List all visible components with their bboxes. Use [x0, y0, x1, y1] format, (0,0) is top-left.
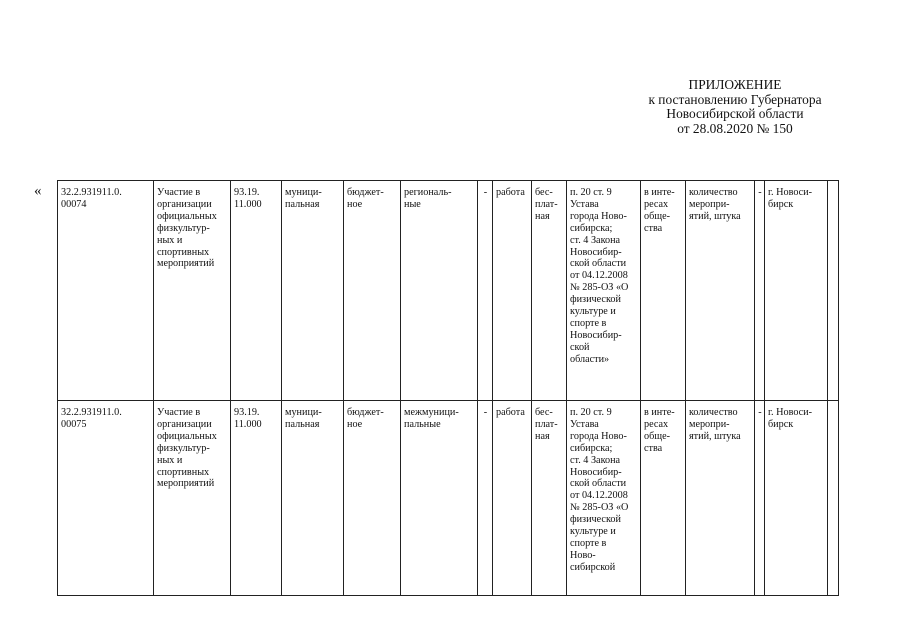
cell-extra: [828, 181, 839, 401]
cell-okved: 93.19. 11.000: [231, 181, 282, 401]
cell-dash: -: [478, 181, 493, 401]
cell-okved: 93.19. 11.000: [231, 401, 282, 596]
cell-payment: бес- плат- ная: [532, 181, 567, 401]
header-line-resolution: к постановлению Губернатора: [648, 91, 822, 107]
cell-type: муници- пальная: [282, 181, 344, 401]
registry-table: [57, 180, 839, 596]
cell-basis: п. 20 ст. 9 Устава города Ново- сибирска; ст. 4 Закона Новосибир- ской области от 04.12.2008 № 285-ОЗ «О физической культуре и спорте в Ново- сибирской: [567, 401, 641, 596]
cell-indicator: количество меропри- ятий, штука: [686, 181, 755, 401]
cell-code: 32.2.931911.0. 00074: [58, 181, 154, 401]
cell-code: 32.2.931911.0. 00075: [58, 401, 154, 596]
document-header: [560, 78, 905, 136]
cell-category: работа: [493, 401, 532, 596]
header-line-region: Новосибирской области: [666, 106, 804, 122]
table-row: [58, 181, 839, 401]
cell-type: муници- пальная: [282, 401, 344, 596]
cell-level: межмуници- пальные: [401, 401, 478, 596]
cell-level: региональ- ные: [401, 181, 478, 401]
cell-payment: бес- плат- ная: [532, 401, 567, 596]
cell-interest: в инте- ресах обще- ства: [641, 181, 686, 401]
cell-name: Участие в организации официальных физкультур- ных и спортивных мероприятий: [154, 181, 231, 401]
cell-place: г. Новоси- бирск: [765, 401, 828, 596]
cell-form: бюджет- ное: [344, 181, 401, 401]
cell-extra: [828, 401, 839, 596]
cell-interest: в инте- ресах обще- ства: [641, 401, 686, 596]
cell-basis: п. 20 ст. 9 Устава города Ново- сибирска; ст. 4 Закона Новосибир- ской области от 04.12.2008 № 285-ОЗ «О физической культуре и спорте в Новосибир- ской области»: [567, 181, 641, 401]
cell-category: работа: [493, 181, 532, 401]
cell-name: Участие в организации официальных физкультур- ных и спортивных мероприятий: [154, 401, 231, 596]
cell-dash: -: [755, 401, 765, 596]
cell-place: г. Новоси- бирск: [765, 181, 828, 401]
cell-form: бюджет- ное: [344, 401, 401, 596]
header-title: ПРИЛОЖЕНИЕ: [688, 77, 782, 92]
table-row: [58, 401, 839, 596]
cell-dash: -: [755, 181, 765, 401]
cell-indicator: количество меропри- ятий, штука: [686, 401, 755, 596]
header-line-date: от 28.08.2020 № 150: [677, 120, 793, 136]
cell-dash: -: [478, 401, 493, 596]
opening-quote: «: [34, 183, 42, 199]
